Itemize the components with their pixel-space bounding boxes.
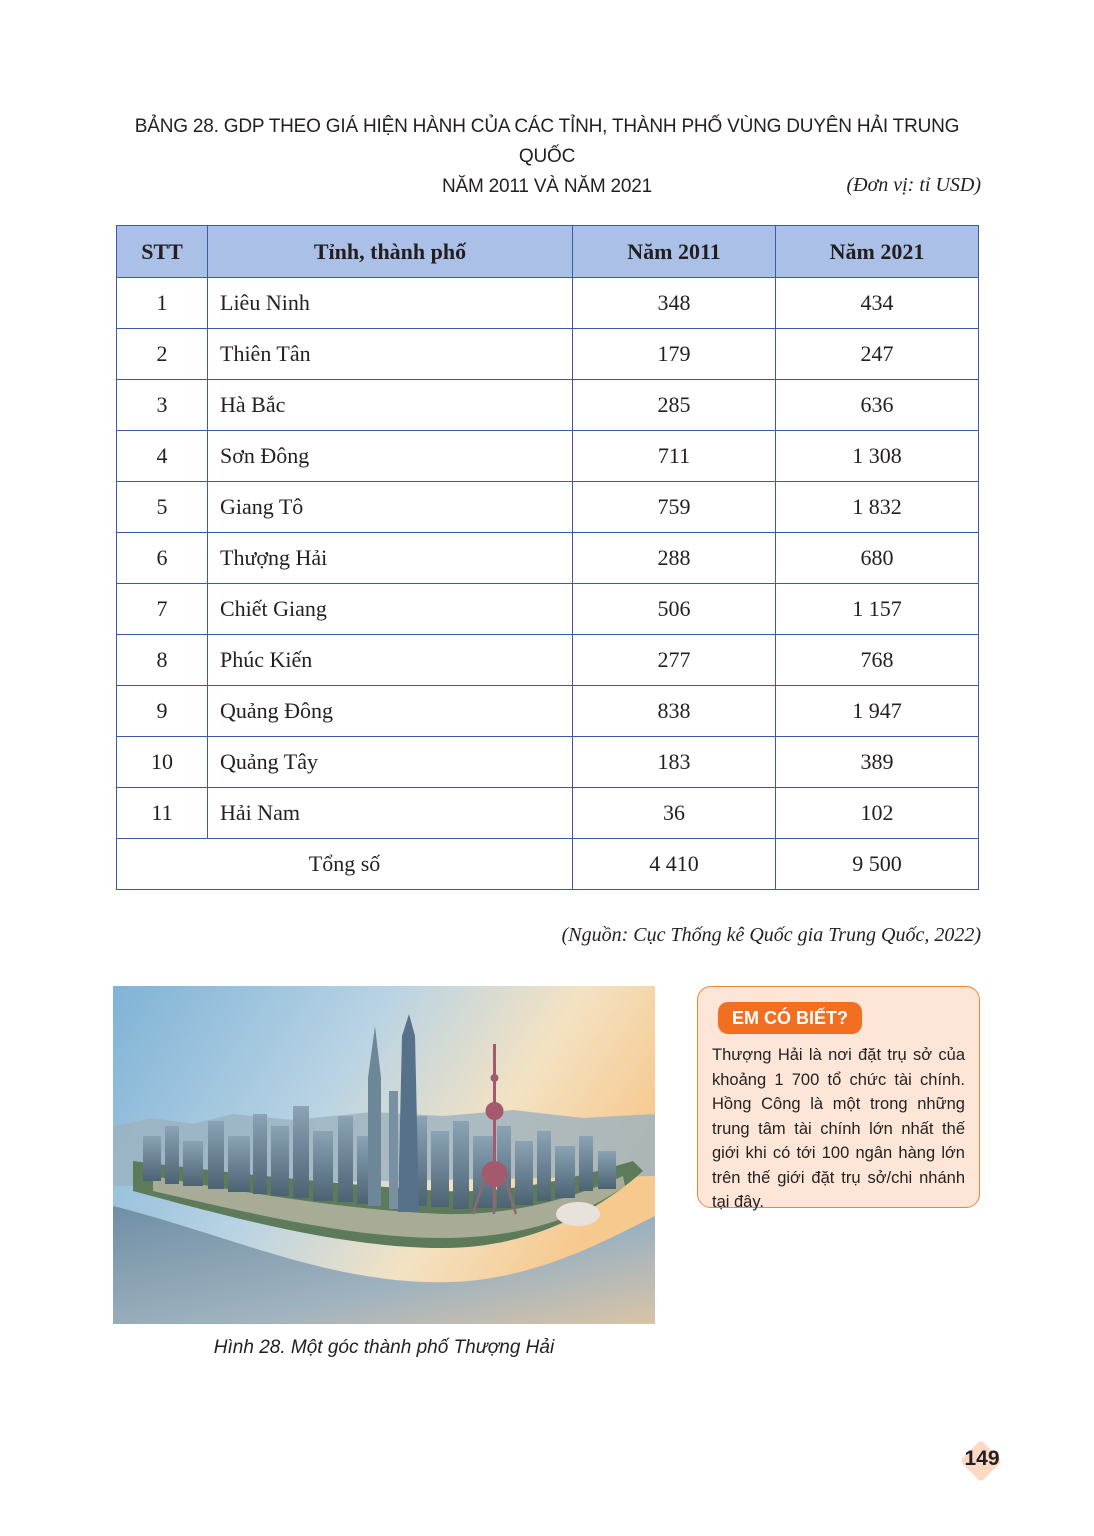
row-2021: 247 <box>776 329 979 380</box>
row-stt: 10 <box>117 737 208 788</box>
did-you-know-text: Thượng Hải là nơi đặt trụ sở của khoảng 1 700 tổ chức tài chính. Hồng Công là một trong những trung tâm tài chính lớn nhất thế giới khi có tới 100 ngân hàng lớn trên thế giới đặt trụ sở/chi nhánh tại đây. <box>712 1046 965 1211</box>
row-stt: 2 <box>117 329 208 380</box>
row-2011: 179 <box>573 329 776 380</box>
table-row <box>117 329 979 380</box>
table-total-row <box>117 839 979 890</box>
row-2021: 1 832 <box>776 482 979 533</box>
total-2011: 4 410 <box>573 839 776 890</box>
table-row <box>117 278 979 329</box>
row-province: Hà Bắc <box>208 380 573 431</box>
row-stt: 8 <box>117 635 208 686</box>
table-header-row <box>117 226 979 278</box>
row-2011: 506 <box>573 584 776 635</box>
row-province: Thiên Tân <box>208 329 573 380</box>
row-stt: 11 <box>117 788 208 839</box>
row-stt: 4 <box>117 431 208 482</box>
row-2021: 1 947 <box>776 686 979 737</box>
row-2011: 36 <box>573 788 776 839</box>
row-stt: 6 <box>117 533 208 584</box>
row-2021: 636 <box>776 380 979 431</box>
row-province: Quảng Tây <box>208 737 573 788</box>
row-2021: 102 <box>776 788 979 839</box>
did-you-know-box <box>697 986 980 1211</box>
table-row <box>117 533 979 584</box>
row-2011: 838 <box>573 686 776 737</box>
row-2011: 711 <box>573 431 776 482</box>
row-province: Giang Tô <box>208 482 573 533</box>
total-2021: 9 500 <box>776 839 979 890</box>
header-stt: STT <box>117 226 208 278</box>
row-province: Hải Nam <box>208 788 573 839</box>
row-stt: 5 <box>117 482 208 533</box>
row-2011: 759 <box>573 482 776 533</box>
did-you-know-label: EM CÓ BIẾT? <box>718 1002 862 1034</box>
row-stt: 1 <box>117 278 208 329</box>
table-row <box>117 431 979 482</box>
page-number-text: 149 <box>964 1447 1000 1470</box>
row-2011: 348 <box>573 278 776 329</box>
page-number <box>958 1438 1006 1486</box>
source-note: (Nguồn: Cục Thống kê Quốc gia Trung Quốc, 2022) <box>561 924 981 946</box>
row-province: Phúc Kiến <box>208 635 573 686</box>
row-2011: 183 <box>573 737 776 788</box>
row-2021: 768 <box>776 635 979 686</box>
table-row <box>117 380 979 431</box>
row-province: Sơn Đông <box>208 431 573 482</box>
table-row <box>117 788 979 839</box>
header-province: Tỉnh, thành phố <box>208 226 573 278</box>
unit-note: (Đơn vị: tỉ USD) <box>846 174 981 196</box>
row-2011: 285 <box>573 380 776 431</box>
table-row <box>117 737 979 788</box>
table-title-line1: BẢNG 28. GDP THEO GIÁ HIỆN HÀNH CỦA CÁC TỈNH, THÀNH PHỐ VÙNG DUYÊN HẢI TRUNG QUỐC <box>134 116 960 167</box>
shanghai-photo <box>113 986 655 1324</box>
figure-caption: Hình 28. Một góc thành phố Thượng Hải <box>213 1337 555 1358</box>
row-2021: 1 157 <box>776 584 979 635</box>
row-2011: 277 <box>573 635 776 686</box>
row-2011: 288 <box>573 533 776 584</box>
row-province: Chiết Giang <box>208 584 573 635</box>
table-title-line2: NĂM 2011 VÀ NĂM 2021 <box>441 176 653 197</box>
row-province: Thượng Hải <box>208 533 573 584</box>
row-province: Quảng Đông <box>208 686 573 737</box>
row-2021: 389 <box>776 737 979 788</box>
row-2021: 1 308 <box>776 431 979 482</box>
table-row <box>117 635 979 686</box>
row-stt: 9 <box>117 686 208 737</box>
row-stt: 7 <box>117 584 208 635</box>
gdp-table <box>116 225 979 890</box>
header-2021: Năm 2021 <box>776 226 979 278</box>
total-label: Tổng số <box>117 839 573 890</box>
table-row <box>117 584 979 635</box>
row-2021: 680 <box>776 533 979 584</box>
row-stt: 3 <box>117 380 208 431</box>
table-row <box>117 686 979 737</box>
table-row <box>117 482 979 533</box>
row-province: Liêu Ninh <box>208 278 573 329</box>
table-body <box>117 278 979 839</box>
row-2021: 434 <box>776 278 979 329</box>
table-title <box>130 112 964 202</box>
header-2011: Năm 2011 <box>573 226 776 278</box>
